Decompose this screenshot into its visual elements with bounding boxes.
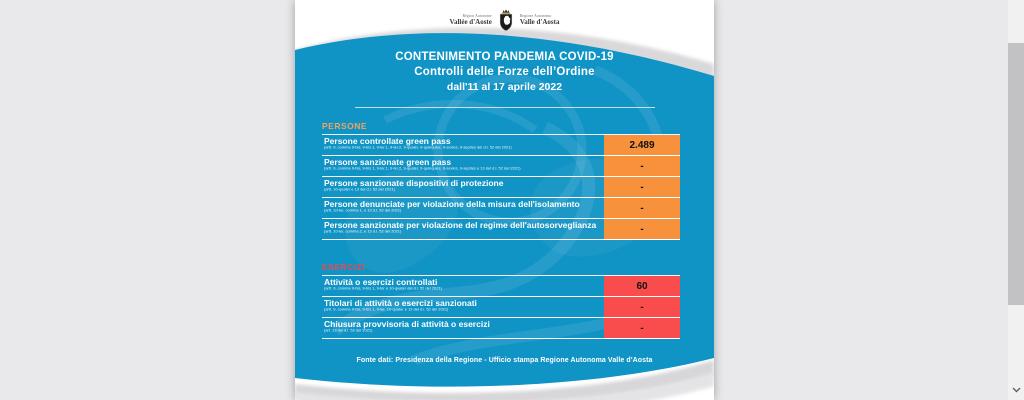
logo-right-small: Regione Autonoma [519, 13, 551, 18]
row-value: - [604, 297, 680, 317]
row-note: (artt. 10-ter, comma 1, e 13 d.l. 52 del 2021) [324, 209, 402, 213]
document-page [295, 0, 714, 400]
row-note: (artt. 9, comma 9-bis, 9-bis.1, 9-ter.1, 9-ter.2, 9-quater, 9-quinquies, 9-sexies, 9-septies e 13 del d.l. 52 del 2021) [324, 167, 521, 171]
section-persone-header: PERSONE [322, 121, 680, 135]
row-value: - [604, 318, 680, 338]
row-title: Persone controllate green pass [324, 135, 451, 146]
row-title: Persone denunciate per violazione della misura dell'isolamento [324, 198, 580, 209]
title-line-1: CONTENIMENTO PANDEMIA COVID-19 [395, 51, 614, 63]
row-title: Persone sanzionate dispositivi di protezione [324, 177, 504, 188]
title-block [295, 50, 714, 94]
row-value: - [604, 177, 680, 197]
row-note: (artt. 9, comma 9-bis, 9-bis.1, 9-ter.1, 9-ter.2, 9-quater, 9-quinquies, 9-sexies, 9-septies del d.l. 52 del 2021) [324, 146, 512, 150]
table-row [322, 135, 680, 156]
logo-left-small: Région Autonome [462, 13, 492, 18]
row-title: Persone sanzionate green pass [324, 156, 452, 167]
section-esercizi [322, 262, 680, 339]
row-value: 2.489 [604, 135, 680, 155]
table-row [322, 219, 680, 240]
table-row [322, 318, 680, 339]
title-divider [355, 107, 655, 108]
title-line-2: Controlli delle Forze dell’Ordine [414, 66, 595, 78]
logo-right-name: Valle d'Aosta [519, 18, 560, 27]
row-note: (art. 13 del d.l. 52 del 2021) [324, 329, 373, 333]
table-row [322, 177, 680, 198]
table-row [322, 276, 680, 297]
row-note: (artt. 9, comma 9-bis, 9-bis.1, 9-ter, 10-quater e 13 del d.l. 52 del 2021) [324, 308, 449, 312]
section-esercizi-header: ESERCIZI [322, 262, 680, 276]
scrollbar-down-button[interactable] [1008, 382, 1024, 398]
row-title: Attività o esercizi controllati [324, 276, 438, 287]
row-value: - [604, 219, 680, 239]
title-line-3: dall'11 al 17 aprile 2022 [446, 81, 563, 93]
table-row [322, 297, 680, 318]
row-note: (artt. 10-ter, comma 2, e 13 d.l. 52 del 2021) [324, 230, 402, 234]
row-title: Chiusura provvisoria di attività o esercizi [324, 318, 490, 329]
scrollbar-thumb[interactable] [1008, 43, 1024, 305]
table-row [322, 156, 680, 177]
chevron-down-icon [1012, 387, 1021, 393]
row-title: Titolari di attività o esercizi sanzionati [324, 297, 477, 308]
row-note: (artt. 10-quater e 13 del d.l. 52 del 2021) [324, 188, 395, 192]
row-value: 60 [604, 276, 680, 296]
panel-content [295, 0, 714, 400]
section-persone [322, 121, 680, 240]
row-title: Persone sanzionate per violazione del regime dell'autosorveglianza [324, 219, 597, 230]
row-value: - [604, 156, 680, 176]
table-row [322, 198, 680, 219]
row-note: (artt. 9, comma 9-bis, 9-bis.1, 9-ter e 10-quater del d.l. 52 del 2021) [324, 287, 442, 291]
logo-left-name: Vallée d'Aoste [449, 18, 492, 27]
row-value: - [604, 198, 680, 218]
source-note: Fonte dati: Presidenza della Regione - Ufficio stampa Regione Autonoma Valle d'Aosta [356, 357, 653, 364]
